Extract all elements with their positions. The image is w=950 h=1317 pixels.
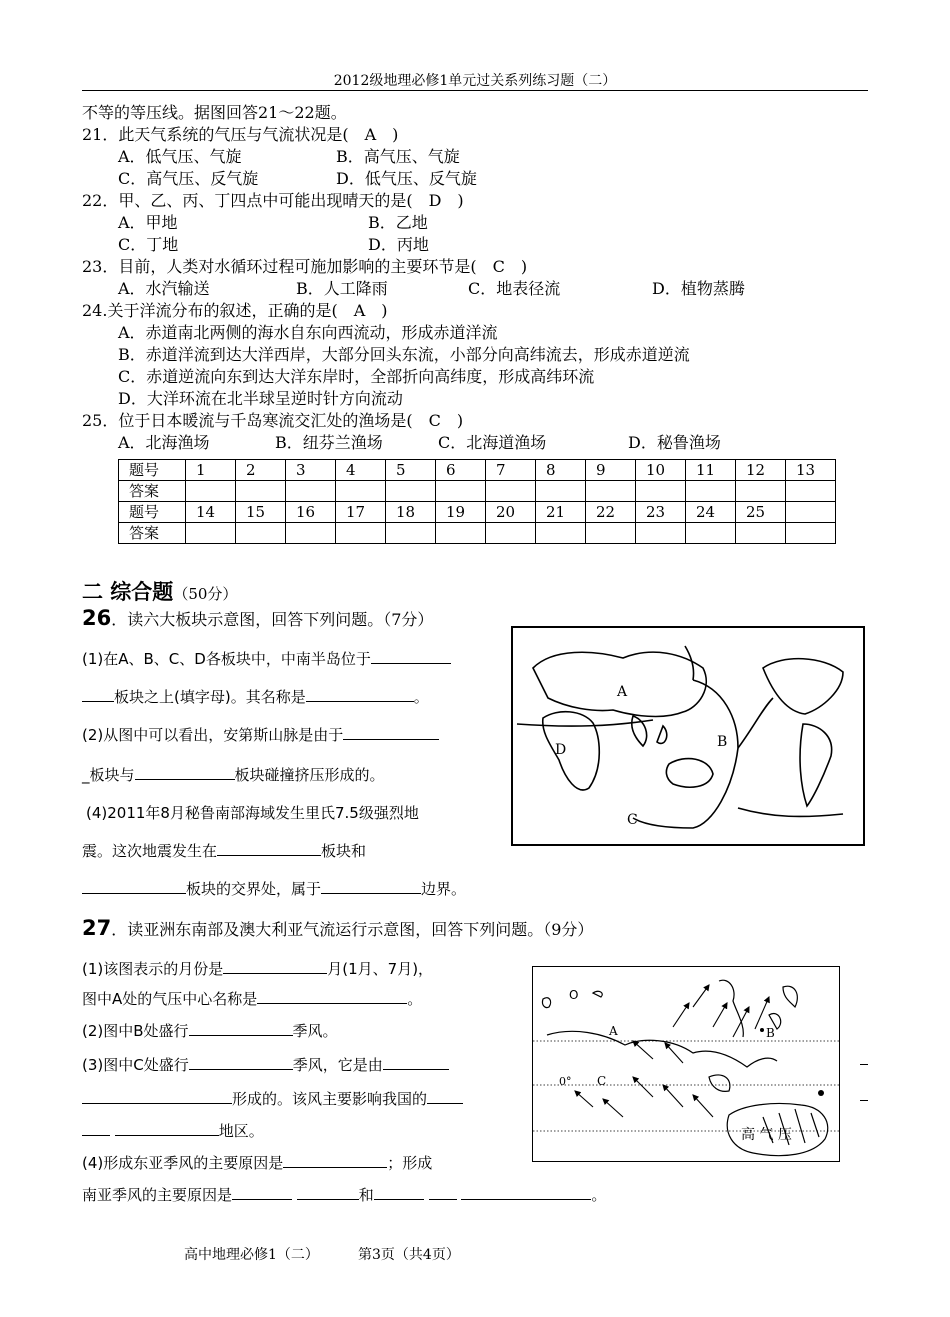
answer-cell[interactable] (536, 523, 586, 544)
answer-blank[interactable] (189, 1054, 293, 1070)
map-label-b: B (766, 1026, 775, 1040)
table-cell: 8 (536, 460, 586, 481)
q22-option-a: A．甲地 (118, 213, 178, 232)
footer-course: 高中地理必修1（二） (184, 1247, 319, 1263)
q21-option-b: B．高气压、气旋 (336, 147, 460, 166)
map-label-high-pressure: 高 气 压 (741, 1127, 792, 1143)
q27-l4a-text: (3)图中C处盛行 (82, 1056, 189, 1074)
q24-option-a: A．赤道南北两侧的海水自东向西流动，形成赤道洋流 (118, 323, 498, 342)
point-b-dot (760, 1028, 764, 1032)
answer-blank[interactable] (82, 1120, 110, 1136)
wind-arrow (575, 1091, 593, 1107)
table-row (119, 460, 836, 481)
question-23-stem: 23．目前，人类对水循环过程可施加影响的主要环节是( C ) (82, 257, 528, 276)
table-cell: 16 (286, 502, 336, 523)
q22-option-c: C．丁地 (118, 235, 179, 254)
wind-arrow (633, 1077, 653, 1097)
q26-l6b-text: 板块和 (321, 842, 367, 860)
answer-blank[interactable] (115, 1120, 219, 1136)
answer-blank[interactable] (189, 1020, 293, 1036)
map-label-equator: 0° (559, 1075, 572, 1088)
q27-l8a-text: 南亚季风的主要原因是 (82, 1186, 233, 1204)
table-cell: 2 (236, 460, 286, 481)
answer-blank[interactable] (297, 1184, 359, 1200)
monsoon-map (532, 966, 840, 1162)
q26-number: 26 (82, 606, 112, 630)
plate-map-drawing (513, 628, 863, 844)
table-cell: 21 (536, 502, 586, 523)
section-2-title: 二 综合题 (82, 580, 174, 604)
island-shape (783, 986, 797, 1007)
answer-cell[interactable] (386, 481, 436, 502)
answer-cell[interactable] (436, 481, 486, 502)
q21-option-d: D．低气压、反气旋 (336, 169, 477, 188)
q27-l6a-text: 地区。 (218, 1122, 264, 1140)
answer-blank[interactable] (461, 1184, 591, 1200)
coastline (719, 980, 743, 1037)
table-cell: 24 (686, 502, 736, 523)
q26-l1-text: (1)在A、B、C、D各板块中，中南半岛位于 (82, 650, 371, 668)
answer-cell[interactable] (686, 523, 736, 544)
q23-option-b: B．人工降雨 (296, 279, 388, 298)
q27-l7a-text: (4)形成东亚季风的主要原因是 (82, 1154, 284, 1172)
answer-blank[interactable] (257, 988, 407, 1004)
landmass-australia (666, 759, 713, 788)
answer-blank[interactable] (135, 764, 235, 780)
table-cell: 20 (486, 502, 536, 523)
table-row (119, 502, 836, 523)
answer-blank[interactable] (283, 1152, 387, 1168)
q27-l8b-text: 和 (358, 1186, 374, 1204)
answer-cell[interactable] (736, 481, 786, 502)
q26-line-5: (4)2011年8月秘鲁南部海域发生里氏7.5级强烈地 (86, 804, 419, 822)
q26-line-2 (82, 686, 429, 708)
answer-cell[interactable] (786, 523, 836, 544)
q26-l3-text: (2)从图中可以看出，安第斯山脉是由于 (82, 726, 344, 744)
map-dot (818, 1090, 824, 1096)
q25-option-d: D．秘鲁渔场 (628, 433, 721, 452)
answer-cell[interactable] (736, 523, 786, 544)
margin-mark (860, 1064, 868, 1065)
wind-arrow (755, 997, 769, 1029)
q23-option-a: A．水汽输送 (118, 279, 210, 298)
row-label-question: 题号 (119, 502, 186, 523)
answer-blank[interactable] (217, 840, 321, 856)
plate-boundary (517, 680, 738, 828)
answer-table (118, 459, 836, 544)
table-cell: 23 (636, 502, 686, 523)
answer-blank[interactable] (232, 1184, 292, 1200)
q26-stem: ．读六大板块示意图，回答下列问题。（7分） (111, 610, 434, 629)
answer-blank[interactable] (82, 1088, 232, 1104)
answer-cell[interactable] (236, 481, 286, 502)
q27-line-7 (82, 1152, 432, 1174)
q27-stem: ．读亚洲东南部及澳大利亚气流运行示意图，回答下列问题。（9分） (111, 920, 594, 939)
island-shape (593, 991, 602, 997)
q26-line-3 (82, 724, 439, 746)
margin-mark (860, 1100, 868, 1101)
answer-blank[interactable] (429, 1184, 457, 1200)
table-cell: 5 (386, 460, 436, 481)
q27-l2a-text: 图中A处的气压中心名称是 (82, 990, 258, 1008)
plate-label-d: D (555, 742, 567, 758)
q27-number: 27 (82, 916, 112, 940)
map-label-c: C (597, 1074, 607, 1088)
question-24-stem: 24.关于洋流分布的叙述，正确的是( A ) (82, 301, 388, 320)
answer-cell[interactable] (186, 523, 236, 544)
map-circle-mark: O (569, 988, 579, 1002)
q24-option-c: C．赤道逆流向东到达大洋东岸时，全部折向高纬度，形成高纬环流 (118, 367, 595, 386)
q27-l3a-text: (2)图中B处盛行 (82, 1022, 189, 1040)
q21-option-c: C．高气压、反气旋 (118, 169, 259, 188)
landmass-indochina (657, 726, 667, 743)
q26-line-7 (82, 878, 466, 900)
row-label-answer: 答案 (119, 481, 186, 502)
wind-arrow (663, 1085, 683, 1107)
q27-line-3 (82, 1020, 338, 1042)
table-cell (786, 502, 836, 523)
section-2-heading (82, 576, 237, 606)
q26-line-6 (82, 840, 366, 862)
q21-option-a: A．低气压、气旋 (118, 147, 242, 166)
wind-arrow (713, 1003, 727, 1027)
table-cell: 12 (736, 460, 786, 481)
q27-l7b-text: ；形成 (387, 1154, 433, 1172)
table-cell: 7 (486, 460, 536, 481)
table-cell: 18 (386, 502, 436, 523)
answer-cell[interactable] (486, 481, 536, 502)
landmass-north-america (763, 659, 843, 714)
page-header: 2012级地理必修1单元过关系列练习题（二） (333, 73, 617, 89)
q27-l4b-text: 季风，它是由 (292, 1056, 383, 1074)
answer-blank[interactable] (343, 724, 439, 740)
question-21-stem: 21．此天气系统的气压与气流状况是( A ) (82, 125, 399, 144)
table-cell: 10 (636, 460, 686, 481)
q25-option-b: B．纽芬兰渔场 (275, 433, 383, 452)
question-25-stem: 25．位于日本暖流与千岛寒流交汇处的渔场是( C ) (82, 411, 464, 430)
wind-arrow (603, 1099, 623, 1117)
q27-line-5 (82, 1088, 463, 1110)
answer-blank[interactable] (82, 878, 186, 894)
answer-blank[interactable] (383, 1054, 449, 1070)
table-cell: 15 (236, 502, 286, 523)
table-cell: 9 (586, 460, 636, 481)
question-27-heading (82, 916, 593, 940)
q27-l8c-text: 。 (591, 1186, 607, 1204)
table-cell: 17 (336, 502, 386, 523)
answer-cell[interactable] (336, 481, 386, 502)
landmass-africa (543, 712, 600, 790)
q27-line-1 (82, 958, 433, 980)
q25-option-c: C．北海道渔场 (438, 433, 547, 452)
plate-map (511, 626, 865, 846)
q27-l2b-text: 。 (407, 990, 423, 1008)
plate-label-b: B (717, 734, 728, 750)
q26-line-4 (82, 764, 385, 786)
intro-text: 不等的等压线。据图回答21～22题。 (82, 103, 347, 122)
q26-l4b-text: 板块碰撞挤压形成的。 (234, 766, 385, 784)
table-cell: 14 (186, 502, 236, 523)
wind-arrow (693, 1095, 713, 1117)
q26-l4a-text: _板块与 (82, 766, 135, 784)
q24-option-b: B．赤道洋流到达大洋西岸，大部分回头东流，小部分向高纬流去，形成赤道逆流 (118, 345, 690, 364)
plate-label-a: A (617, 684, 628, 700)
answer-blank[interactable] (374, 1184, 424, 1200)
answer-cell[interactable] (586, 523, 636, 544)
q24-option-d: D．大洋环流在北半球呈逆时针方向流动 (118, 389, 403, 408)
answer-cell[interactable] (386, 523, 436, 544)
answer-cell[interactable] (186, 481, 236, 502)
table-row (119, 523, 836, 544)
q27-line-2 (82, 988, 422, 1010)
monsoon-map-drawing (533, 967, 839, 1161)
q26-l2b-text: 。 (413, 688, 429, 706)
answer-cell[interactable] (586, 481, 636, 502)
q23-option-c: C．地表径流 (468, 279, 561, 298)
table-cell: 13 (786, 460, 836, 481)
answer-cell[interactable] (486, 523, 536, 544)
q25-option-a: A．北海渔场 (118, 433, 210, 452)
q22-option-d: D．丙地 (368, 235, 429, 254)
q26-l7a-text: 板块的交界处，属于 (186, 880, 322, 898)
answer-cell[interactable] (236, 523, 286, 544)
table-cell: 22 (586, 502, 636, 523)
q26-l6a-text: 震。这次地震发生在 (82, 842, 218, 860)
q27-l3b-text: 季风。 (292, 1022, 338, 1040)
island-shape (542, 998, 550, 1008)
map-label-a: A (609, 1024, 618, 1038)
wind-arrow (733, 1007, 749, 1037)
question-22-stem: 22．甲、乙、丙、丁四点中可能出现晴天的是( D ) (82, 191, 464, 210)
q22-option-b: B．乙地 (368, 213, 428, 232)
wind-arrow (673, 1003, 689, 1027)
table-cell: 19 (436, 502, 486, 523)
plate-label-c: C (627, 812, 638, 828)
q27-l5a-text: 形成的。该风主要影响我国的 (232, 1090, 428, 1108)
answer-cell[interactable] (686, 481, 736, 502)
table-cell: 11 (686, 460, 736, 481)
table-cell: 25 (736, 502, 786, 523)
answer-cell[interactable] (336, 523, 386, 544)
section-2-score: （50分） (173, 585, 238, 603)
row-label-answer: 答案 (119, 523, 186, 544)
table-cell: 1 (186, 460, 236, 481)
answer-cell[interactable] (636, 481, 686, 502)
q27-line-6 (82, 1120, 264, 1142)
table-row (119, 481, 836, 502)
answer-blank[interactable] (82, 686, 114, 702)
landmass-south-america (800, 724, 832, 806)
answer-cell[interactable] (436, 523, 486, 544)
island-shape (709, 1075, 730, 1091)
answer-cell[interactable] (286, 523, 336, 544)
q23-option-d: D．植物蒸腾 (652, 279, 745, 298)
answer-cell[interactable] (286, 481, 336, 502)
answer-cell[interactable] (536, 481, 586, 502)
q27-l1b-text: 月(1月、7月)， (327, 960, 434, 978)
answer-cell[interactable] (636, 523, 686, 544)
row-label-question: 题号 (119, 460, 186, 481)
q27-l1a-text: (1)该图表示的月份是 (82, 960, 224, 978)
wind-arrow (693, 985, 709, 1007)
answer-blank[interactable] (321, 878, 421, 894)
table-cell: 3 (286, 460, 336, 481)
question-26-heading (82, 606, 433, 630)
q26-line-1 (82, 648, 451, 670)
table-cell: 4 (336, 460, 386, 481)
answer-blank[interactable] (427, 1088, 463, 1104)
footer-page-number: 第3页（共4页） (358, 1247, 460, 1263)
q26-l2a-text: 板块之上(填字母)。其名称是 (114, 688, 306, 706)
q27-line-8 (82, 1184, 606, 1206)
answer-blank[interactable] (223, 958, 327, 974)
header-divider (82, 90, 868, 91)
answer-blank[interactable] (306, 686, 414, 702)
answer-cell[interactable] (786, 481, 836, 502)
wind-arrow (633, 1041, 653, 1059)
q27-line-4 (82, 1054, 449, 1076)
table-cell: 6 (436, 460, 486, 481)
answer-blank[interactable] (371, 648, 451, 664)
q26-l7b-text: 边界。 (421, 880, 467, 898)
